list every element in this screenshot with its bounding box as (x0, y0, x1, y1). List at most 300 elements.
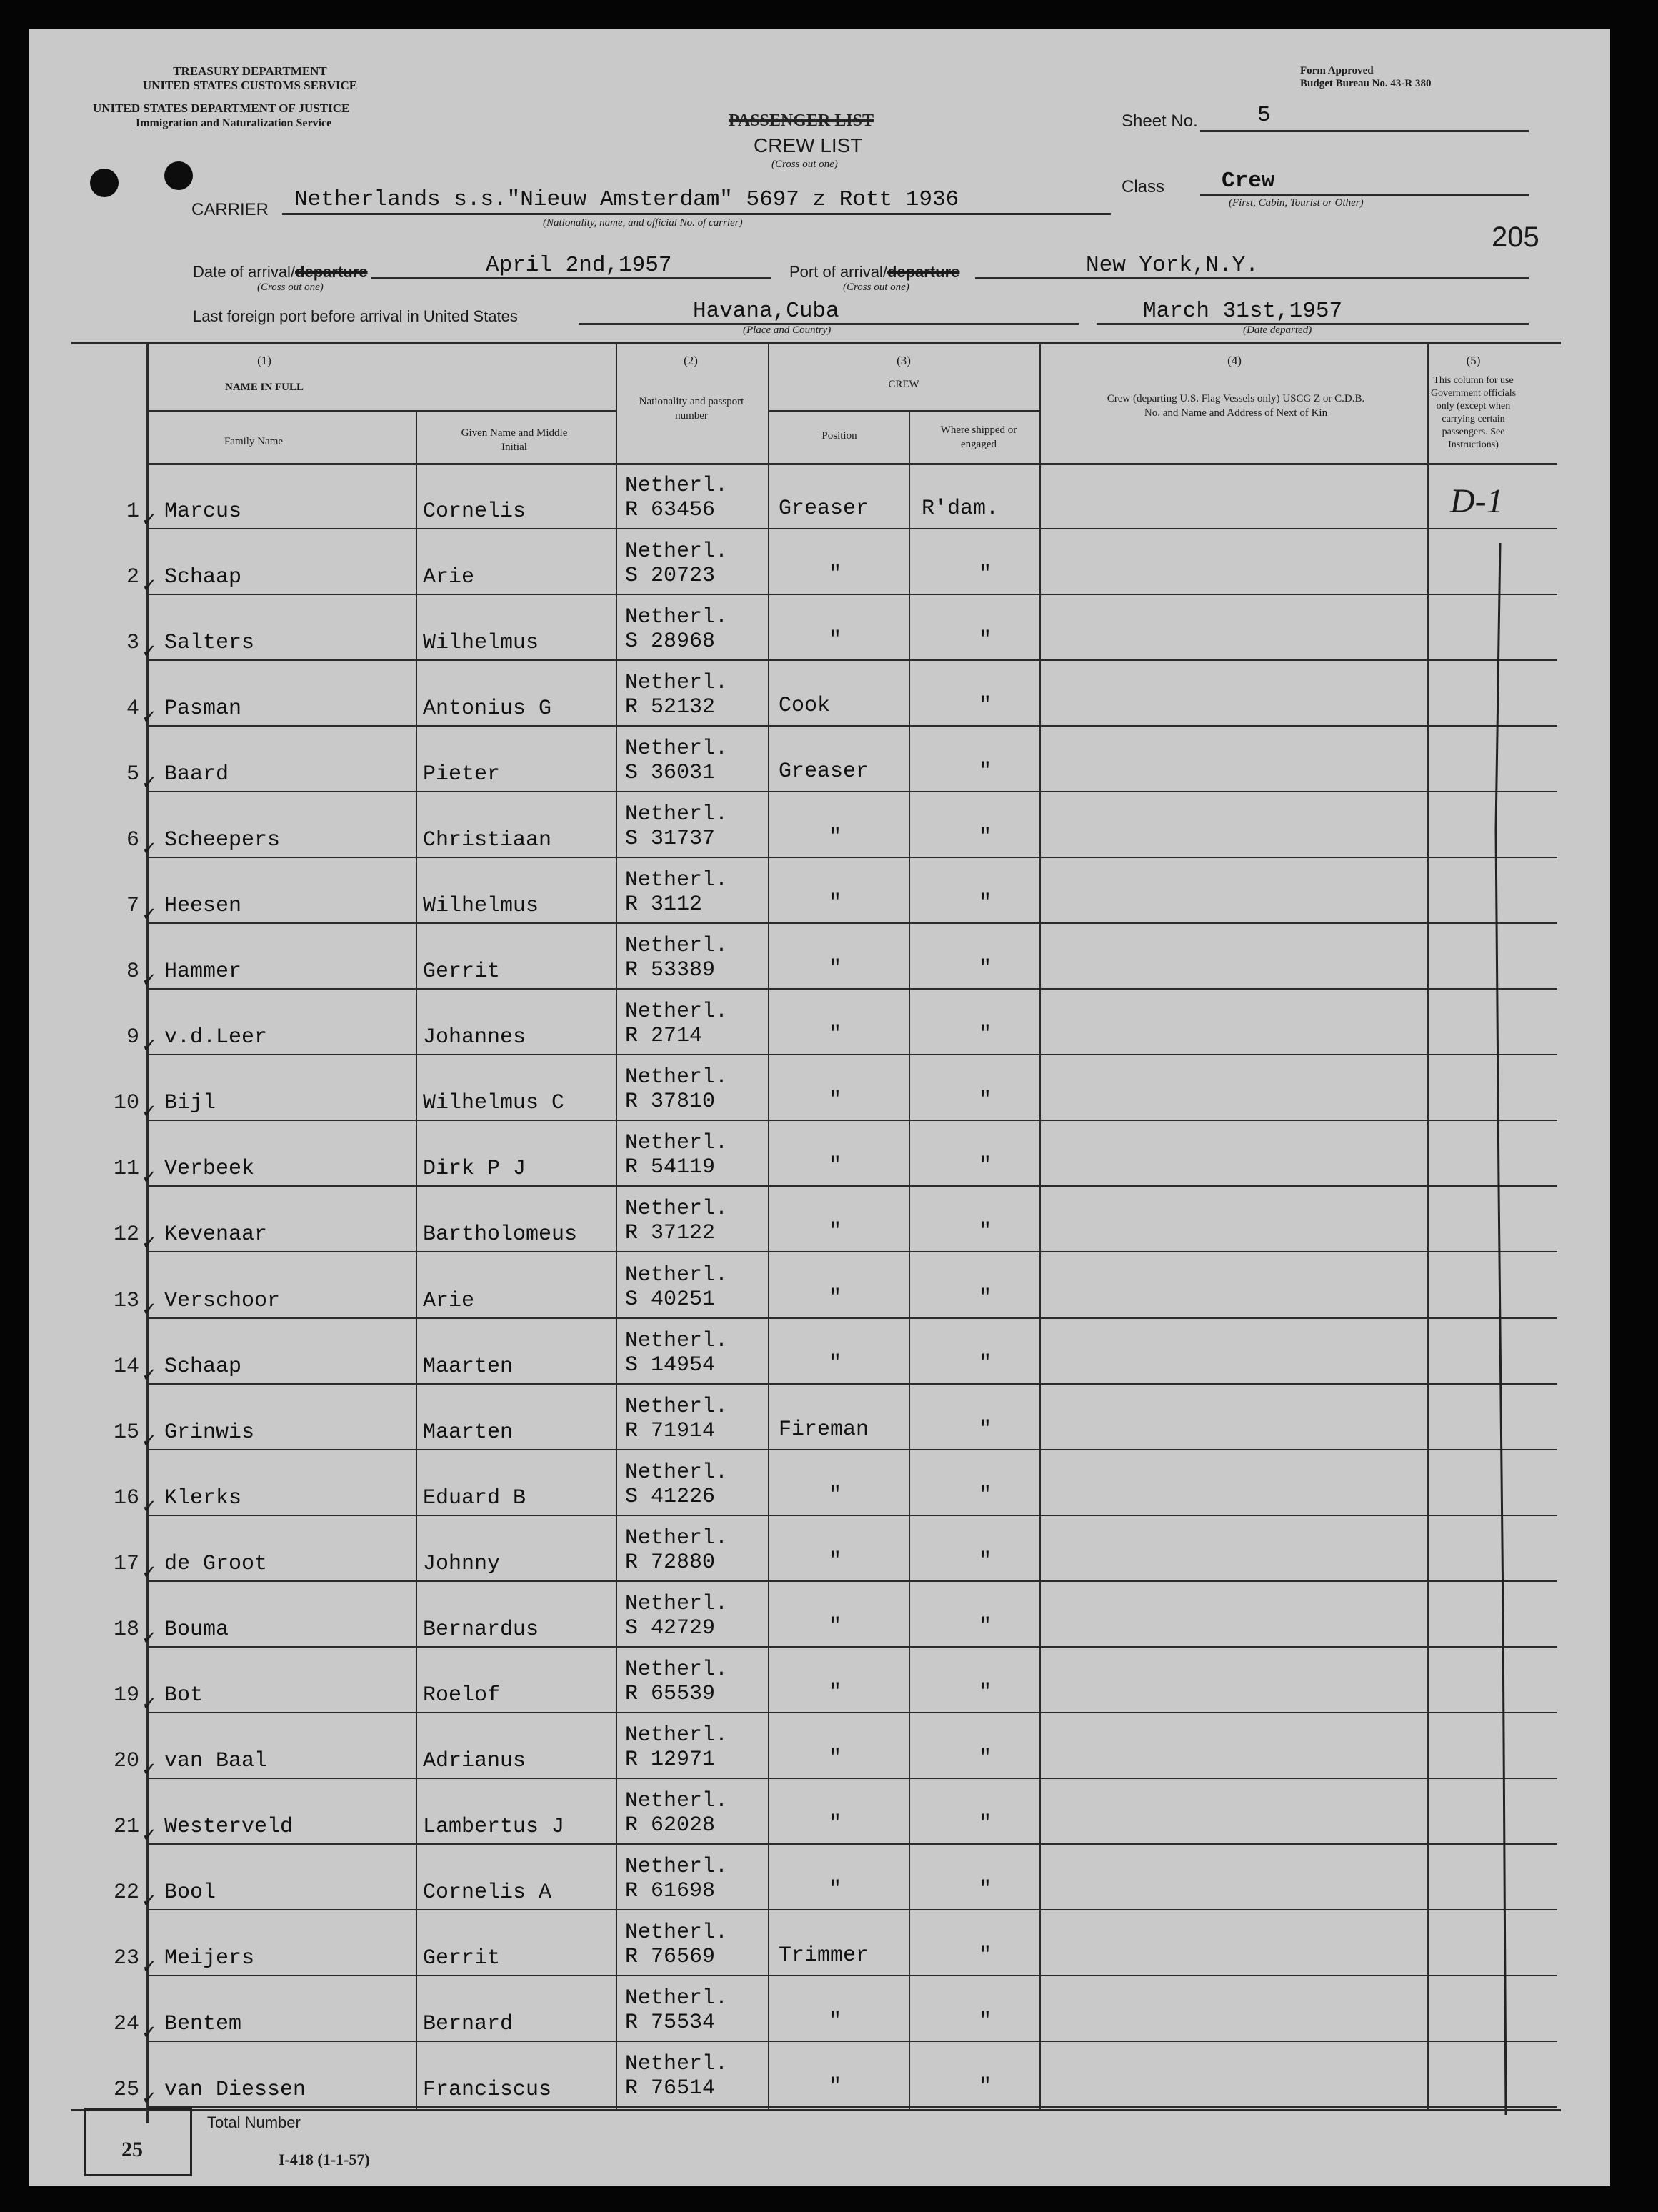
given-name: Lambertus J (423, 1814, 565, 1839)
given-name: Cornelis A (423, 1880, 552, 1905)
port-label (789, 263, 959, 282)
passport-number: S 36031 (625, 761, 716, 786)
row-number: 18 (113, 1617, 139, 1642)
family-name: Scheepers (164, 828, 281, 853)
given-name: Wilhelmus (423, 894, 539, 919)
crew-position: " (829, 1811, 842, 1836)
table-row (29, 1452, 1610, 1518)
row-rule (149, 1909, 1557, 1910)
crew-position: " (829, 2008, 842, 2033)
check-mark: ✓ (141, 641, 157, 662)
col1-title: NAME IN FULL (224, 382, 304, 393)
passport-number: R 3112 (625, 892, 703, 917)
passport-number: S 31737 (625, 827, 716, 852)
crew-position: " (829, 891, 842, 916)
nationality: Netherl. (625, 934, 729, 959)
nationality: Netherl. (625, 1197, 729, 1222)
passport-number: S 42729 (625, 1615, 716, 1640)
carrier-label: CARRIER (191, 200, 269, 219)
check-mark: ✓ (141, 575, 157, 597)
row-rule (149, 1646, 1557, 1648)
official-annotation: D-1 (1450, 482, 1504, 520)
col5-title: This column for use Government officials only (except when carrying certain passengers. See Instructions) (1430, 375, 1517, 450)
row-number: 1 (126, 499, 139, 524)
where-shipped: " (979, 1745, 992, 1770)
row-rule (149, 1778, 1557, 1779)
nationality: Netherl. (625, 1854, 729, 1879)
nationality: Netherl. (625, 802, 729, 827)
nationality: Netherl. (625, 1591, 729, 1616)
nationality: Netherl. (625, 2051, 729, 2076)
table-row (29, 2043, 1610, 2109)
table-row (29, 794, 1610, 860)
crew-position: " (829, 957, 842, 982)
where-shipped: " (979, 1417, 992, 1442)
table-row (29, 1320, 1610, 1386)
given-name: Bartholomeus (423, 1222, 578, 1247)
passport-number: S 14954 (625, 1352, 716, 1377)
table-row (29, 728, 1610, 794)
given-name: Wilhelmus C (423, 1091, 565, 1116)
row-rule (149, 725, 1557, 727)
where-shipped: " (979, 1614, 992, 1639)
crew-position: " (829, 562, 842, 587)
check-mark: ✓ (141, 1430, 157, 1451)
check-mark: ✓ (141, 1890, 157, 1911)
crew-position: " (829, 1088, 842, 1113)
family-name: Heesen (164, 894, 242, 919)
where-shipped: " (979, 2074, 992, 2099)
row-rule (149, 1317, 1557, 1319)
family-name: Hammer (164, 960, 242, 985)
passport-number: S 28968 (625, 629, 716, 654)
given-name: Maarten (423, 1354, 514, 1379)
class-note: (First, Cabin, Tourist or Other) (1229, 197, 1364, 209)
where-shipped: " (979, 1483, 992, 1508)
row-number: 23 (113, 1946, 139, 1971)
sheet-number: 5 (1257, 103, 1271, 128)
row-rule (149, 2041, 1557, 2042)
nationality: Netherl. (625, 1657, 729, 1682)
official-vertical-mark (1486, 543, 1514, 2129)
arrival-date: April 2nd,1957 (486, 253, 672, 278)
row-rule (149, 1843, 1557, 1845)
row-number: 20 (113, 1748, 139, 1773)
family-name: Westerveld (164, 1814, 294, 1839)
passport-number: R 12971 (625, 1747, 716, 1772)
table-row (29, 531, 1610, 597)
row-rule (149, 857, 1557, 858)
row-number: 25 (113, 2077, 139, 2102)
list-type: CREW LIST (754, 134, 863, 156)
table-row (29, 1518, 1610, 1583)
family-name: van Diessen (164, 2077, 306, 2102)
family-name: Verbeek (164, 1157, 255, 1182)
passport-number: R 75534 (625, 2010, 716, 2035)
nationality: Netherl. (625, 671, 729, 696)
row-number: 17 (113, 1551, 139, 1576)
table-row (29, 1057, 1610, 1122)
nationality: Netherl. (625, 1065, 729, 1090)
passport-number: S 20723 (625, 564, 716, 589)
crew-position: Fireman (779, 1417, 869, 1442)
date-label (193, 263, 368, 282)
row-rule (149, 1054, 1557, 1055)
table-row (29, 1188, 1610, 1254)
nationality: Netherl. (625, 737, 729, 762)
family-name: Schaap (164, 565, 242, 590)
row-number: 24 (113, 2011, 139, 2036)
where-shipped: " (979, 825, 992, 850)
family-name: Bot (164, 1683, 204, 1708)
nationality: Netherl. (625, 1986, 729, 2011)
row-rule (149, 922, 1557, 924)
crew-position: " (829, 1680, 842, 1705)
crew-position: " (829, 1022, 842, 1047)
col4-title: Crew (departing U.S. Flag Vessels only) USCG Z or C.D.B. No. and Name and Address of Next of Kin (1107, 393, 1365, 419)
row-number: 16 (113, 1485, 139, 1510)
given-name: Pieter (423, 762, 501, 787)
where-shipped: " (979, 1088, 992, 1113)
dept-ins: Immigration and Naturalization Service (136, 117, 332, 129)
where-shipped: " (979, 1154, 992, 1179)
punch-hole-right (164, 161, 193, 190)
row-number: 9 (126, 1025, 139, 1050)
given-name: Bernard (423, 2011, 514, 2036)
nationality: Netherl. (625, 1328, 729, 1353)
col3-number: (3) (897, 354, 911, 367)
where-shipped: " (979, 891, 992, 916)
check-mark: ✓ (141, 1824, 157, 1845)
check-mark: ✓ (141, 904, 157, 925)
passport-number: R 2714 (625, 1024, 703, 1049)
given-name: Christiaan (423, 828, 552, 853)
table-row (29, 1649, 1610, 1715)
class-value: Crew (1222, 169, 1275, 194)
check-mark: ✓ (141, 1561, 157, 1583)
crew-list-document (29, 29, 1610, 2186)
row-rule (149, 791, 1557, 792)
form-approved (1300, 64, 1432, 90)
date-departed-note: (Date departed) (1243, 324, 1312, 336)
given-name: Maarten (423, 1420, 514, 1445)
sheet-label: Sheet No. (1122, 111, 1198, 131)
list-type-struck: PASSENGER LIST (729, 111, 874, 130)
dept-justice: UNITED STATES DEPARTMENT OF JUSTICE (93, 101, 350, 115)
table-row (29, 1780, 1610, 1846)
family-name: Meijers (164, 1946, 255, 1971)
row-number: 11 (113, 1157, 139, 1182)
passport-number: R 37810 (625, 1090, 716, 1115)
family-name: Schaap (164, 1354, 242, 1379)
passport-number: R 52132 (625, 695, 716, 720)
class-label: Class (1122, 177, 1165, 196)
check-mark: ✓ (141, 1956, 157, 1977)
check-mark: ✓ (141, 1167, 157, 1188)
where-shipped: " (979, 1022, 992, 1047)
family-name: Grinwis (164, 1420, 255, 1445)
row-number: 22 (113, 1880, 139, 1905)
family-name: Klerks (164, 1485, 242, 1510)
row-number: 8 (126, 960, 139, 985)
check-mark: ✓ (141, 1627, 157, 1648)
crew-position: Trimmer (779, 1943, 869, 1968)
nationality: Netherl. (625, 1131, 729, 1156)
row-rule (149, 1449, 1557, 1450)
given-name: Gerrit (423, 960, 501, 985)
row-rule (149, 594, 1557, 595)
crew-position: " (829, 2074, 842, 2099)
crew-position: " (829, 1614, 842, 1639)
row-number: 6 (126, 828, 139, 853)
department-block (93, 64, 407, 93)
table-row (29, 1715, 1610, 1780)
family-name: v.d.Leer (164, 1025, 268, 1050)
port-struck: departure (887, 263, 960, 281)
row-rule (149, 659, 1557, 661)
check-mark: ✓ (141, 970, 157, 991)
where-shipped: " (979, 1943, 992, 1968)
passport-number: R 37122 (625, 1221, 716, 1246)
nationality: Netherl. (625, 1525, 729, 1550)
row-rule (149, 528, 1557, 529)
col-where-shipped: Where shipped or engaged (940, 424, 1017, 450)
given-name: Gerrit (423, 1946, 501, 1971)
check-mark: ✓ (141, 1101, 157, 1122)
row-number: 7 (126, 894, 139, 919)
given-name: Arie (423, 1288, 475, 1313)
given-name: Antonius G (423, 697, 552, 722)
where-shipped: " (979, 1548, 992, 1573)
col-position: Position (821, 430, 857, 442)
row-rule (149, 1185, 1557, 1187)
family-name: Bouma (164, 1617, 229, 1642)
passport-number: R 76514 (625, 2076, 716, 2101)
nationality: Netherl. (625, 1394, 729, 1419)
row-rule (149, 1120, 1557, 1121)
crew-position: " (829, 628, 842, 653)
given-name: Bernardus (423, 1617, 539, 1642)
family-name: Baard (164, 762, 229, 787)
check-mark: ✓ (141, 838, 157, 860)
list-cross-out: (Cross out one) (771, 159, 838, 170)
last-port: Havana,Cuba (693, 299, 839, 324)
passport-number: R 53389 (625, 958, 716, 983)
col3-title: CREW (888, 379, 919, 390)
where-shipped: " (979, 957, 992, 982)
row-rule (149, 1251, 1557, 1252)
where-shipped: " (979, 1285, 992, 1310)
row-rule (149, 2106, 1557, 2108)
family-name: Bijl (164, 1091, 216, 1116)
row-number: 13 (113, 1288, 139, 1313)
family-name: Marcus (164, 499, 242, 524)
passport-number: R 54119 (625, 1155, 716, 1180)
date-label-text: Date of arrival/ (193, 263, 296, 281)
table-row (29, 1122, 1610, 1188)
where-shipped: " (979, 562, 992, 587)
nationality: Netherl. (625, 1262, 729, 1287)
arrival-port: New York,N.Y. (1086, 253, 1259, 278)
crew-position: " (829, 1351, 842, 1376)
check-mark: ✓ (141, 1298, 157, 1320)
passport-number: R 62028 (625, 1813, 716, 1838)
table-row (29, 1846, 1610, 1912)
nationality: Netherl. (625, 1920, 729, 1945)
total-value: 25 (121, 2138, 143, 2161)
form-approved-line2: Budget Bureau No. 43-R 380 (1300, 78, 1432, 89)
table-row (29, 1583, 1610, 1649)
date-cross-out: (Cross out one) (257, 282, 324, 293)
passport-number: R 71914 (625, 1418, 716, 1443)
row-rule (149, 1383, 1557, 1385)
family-name: Kevenaar (164, 1222, 268, 1247)
check-mark: ✓ (141, 1035, 157, 1057)
passport-number: R 76569 (625, 1944, 716, 1969)
col2-title: Nationality and passport number (639, 396, 744, 422)
crew-position: Greaser (779, 497, 869, 522)
row-rule (149, 1580, 1557, 1582)
given-name: Franciscus (423, 2077, 552, 2102)
passport-number: R 63456 (625, 498, 716, 523)
where-shipped: " (979, 694, 992, 719)
last-port-note: (Place and Country) (743, 324, 832, 336)
crew-position: " (829, 1154, 842, 1179)
crew-position: " (829, 825, 842, 850)
port-cross-out: (Cross out one) (843, 282, 909, 293)
col4-number: (4) (1227, 354, 1242, 367)
passport-number: S 40251 (625, 1287, 716, 1312)
row-number: 10 (113, 1091, 139, 1116)
check-mark: ✓ (141, 1364, 157, 1385)
where-shipped: R'dam. (922, 497, 999, 522)
row-number: 15 (113, 1420, 139, 1445)
family-name: van Baal (164, 1748, 268, 1773)
check-mark: ✓ (141, 1495, 157, 1517)
given-name: Johnny (423, 1551, 501, 1576)
table-row (29, 662, 1610, 728)
crew-position: Cook (779, 694, 831, 719)
nationality: Netherl. (625, 1460, 729, 1485)
carrier-note: (Nationality, name, and official No. of carrier) (543, 217, 743, 229)
nationality: Netherl. (625, 868, 729, 893)
crew-position: " (829, 1548, 842, 1573)
family-name: Bool (164, 1880, 216, 1905)
col5-number: (5) (1466, 354, 1481, 367)
where-shipped: " (979, 628, 992, 653)
family-name: Verschoor (164, 1288, 281, 1313)
where-shipped: " (979, 1811, 992, 1836)
given-name: Cornelis (423, 499, 526, 524)
where-shipped: " (979, 1220, 992, 1245)
col2-number: (2) (684, 354, 698, 367)
row-number: 14 (113, 1354, 139, 1379)
table-row (29, 1978, 1610, 2043)
table-row (29, 465, 1610, 531)
check-mark: ✓ (141, 2021, 157, 2043)
table-row (29, 1386, 1610, 1452)
row-number: 19 (113, 1683, 139, 1708)
page-number: 205 (1492, 221, 1539, 253)
check-mark: ✓ (141, 1693, 157, 1714)
given-name: Adrianus (423, 1748, 526, 1773)
check-mark: ✓ (141, 509, 157, 531)
family-name: de Groot (164, 1551, 268, 1576)
row-number: 3 (126, 631, 139, 656)
dept-treasury: TREASURY DEPARTMENT (173, 64, 327, 78)
form-code: I-418 (1-1-57) (279, 2151, 370, 2168)
crew-position: " (829, 1745, 842, 1770)
row-number: 21 (113, 1814, 139, 1839)
where-shipped: " (979, 1351, 992, 1376)
where-shipped: " (979, 1680, 992, 1705)
table-row (29, 1254, 1610, 1320)
crew-position: " (829, 1220, 842, 1245)
passport-number: R 72880 (625, 1550, 716, 1575)
table-row (29, 991, 1610, 1057)
total-label: Total Number (207, 2113, 301, 2131)
family-name: Salters (164, 631, 255, 656)
row-number: 5 (126, 762, 139, 787)
row-number: 12 (113, 1222, 139, 1247)
nationality: Netherl. (625, 605, 729, 630)
table-row (29, 860, 1610, 925)
check-mark: ✓ (141, 1232, 157, 1254)
passport-number: S 41226 (625, 1484, 716, 1509)
row-rule (149, 1515, 1557, 1516)
nationality: Netherl. (625, 1788, 729, 1813)
crew-position: Greaser (779, 759, 869, 784)
passport-number: R 61698 (625, 1878, 716, 1903)
row-number: 4 (126, 697, 139, 722)
check-mark: ✓ (141, 772, 157, 794)
nationality: Netherl. (625, 1000, 729, 1025)
nationality: Netherl. (625, 1723, 729, 1748)
last-port-label: Last foreign port before arrival in United States (193, 307, 518, 325)
where-shipped: " (979, 1877, 992, 1902)
crew-position: " (829, 1877, 842, 1902)
table-row (29, 925, 1610, 991)
punch-hole-left (90, 169, 119, 197)
date-departed: March 31st,1957 (1143, 299, 1343, 324)
nationality: Netherl. (625, 474, 729, 499)
given-name: Arie (423, 565, 475, 590)
check-mark: ✓ (141, 1758, 157, 1780)
row-rule (149, 988, 1557, 990)
col1-number: (1) (257, 354, 271, 367)
given-name: Johannes (423, 1025, 526, 1050)
col-family-name: Family Name (224, 436, 284, 447)
row-number: 2 (126, 565, 139, 590)
date-struck: departure (295, 263, 368, 281)
col-given-name: Given Name and Middle Initial (461, 427, 568, 453)
given-name: Dirk P J (423, 1157, 526, 1182)
table-row (29, 1912, 1610, 1978)
where-shipped: " (979, 2008, 992, 2033)
check-mark: ✓ (141, 2087, 157, 2108)
form-approved-line1: Form Approved (1300, 65, 1374, 76)
given-name: Roelof (423, 1683, 501, 1708)
row-rule (149, 1975, 1557, 1976)
table-row (29, 597, 1610, 662)
family-name: Pasman (164, 697, 242, 722)
nationality: Netherl. (625, 539, 729, 564)
row-rule (149, 1712, 1557, 1713)
where-shipped: " (979, 759, 992, 784)
family-name: Bentem (164, 2011, 242, 2036)
crew-position: " (829, 1285, 842, 1310)
passport-number: R 65539 (625, 1681, 716, 1706)
